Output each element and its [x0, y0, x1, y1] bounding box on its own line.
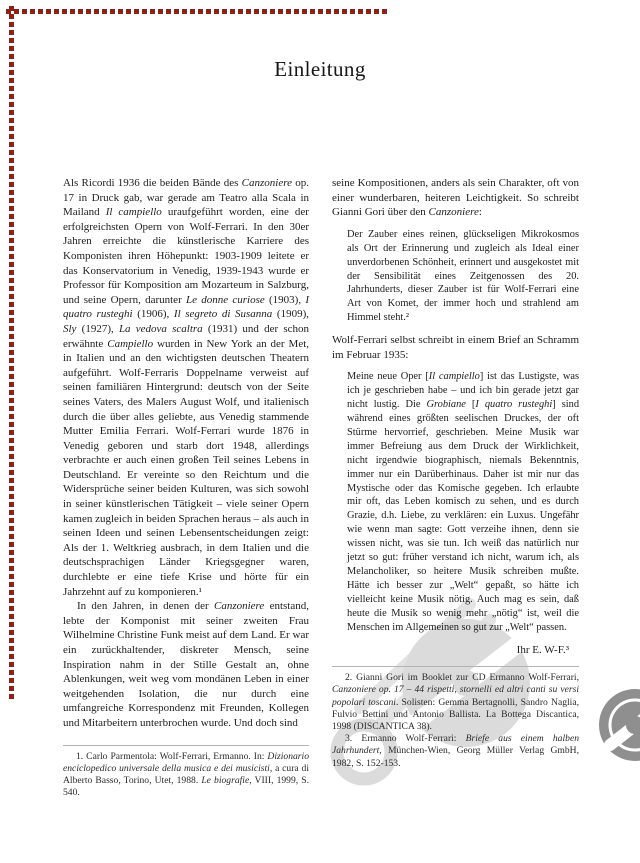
footnote-rule [63, 745, 309, 746]
left-column [63, 176, 309, 799]
footnote-rule [332, 666, 579, 667]
paragraph: In den Jahren, in denen der Canzoniere entstand, lebte der Komponist mit seiner zweiten Frau Wilhelmine Christine Funk meist auf dem Land. Er war ein zurückhaltender, diskreter Mensch, seine Inspiration nahm in der Stille Gestalt an, ohne Ablenkungen, weit weg vom mondänen Leben in einer weitgehenden Isolation, die nur durch eine umfangreiche Korrespondenz mit Freunden, Kollegen und Mitarbeitern unterbrochen wurde. Und doch sind [63, 600, 309, 729]
block-quote-1: Der Zauber eines reinen, glückseligen Mikrokosmos als Ort der Erinnerung und zugleich als Ideal einer unverdorbenen Schönheit, erinnert und ausgekostet mit der Sensibilität eines Zeitgenossen des 20. Jahrhunderts, dieser Zauber ist für Wolf-Ferrari eine Art von Komet, der immer hoch und strahlend am Himmel steht.² [347, 228, 579, 324]
footnote-1: 1. Carlo Parmentola: Wolf-Ferrari, Ermanno. In: Dizionario enciclopedico universale della musica e dei musicisti, a cura di Alberto Basso, Torino, Utet, 1988. Le biografie, VIII, 1999, S. 540. [63, 750, 309, 799]
publisher-logo-icon [597, 687, 640, 763]
paragraph: seine Kompositionen, anders als sein Charakter, oft von einer wunderbaren, heiteren Leichtigkeit. So schreibt Gianni Gori über den Canzoniere: [332, 177, 579, 219]
right-column [332, 176, 579, 770]
paragraph: Wolf-Ferrari selbst schreibt in einem Brief an Schramm im Februar 1935: [332, 334, 579, 361]
crop-marks-left-icon [9, 6, 14, 702]
block-quote-2: Meine neue Oper [Il campiello] ist das Lustigste, was ich je geschrieben habe – und ich bin gerade jetzt gar nicht lustig. Die Grobiane [I quatro rusteghi] sind während eines größten seelischen Druckes, der oft Stürme hervorrief, geschrieben. Meine Musik war immer Befreiung aus dem Druck der Wirklichkeit, nicht irgendwie biographisch, niemals Bekenntnis, immer nur ein Darüberhinaus. Daher ist mir nur das Mystische oder das Komische gegeben. Ich erlaubte mir oft, das Leben komisch zu sehen, und es durch Grazie, d.h. Liebe, zu verklären: ein Luxus. Ungefähr wie wenn man sagte: Gott verzeihe ihnen, denn sie wissen nicht, was sie tun. Ich weiß das natürlich nur jetzt so gut: früher verstand ich nicht, warum ich, als Melancholiker, so heitere Musik schreiben mußte. Hätte ich besser zur „Welt“ gepaßt, so hätte ich vielleicht keine Musik nötig. Auch mag es sein, daß heute die Musik so wenig mehr „nötig“ ist, weil die Menschen im Allgemeinen so gut zur „Welt“ passen. [347, 371, 580, 633]
crop-marks-top-icon [6, 9, 390, 14]
letter-signature: Ihr E. W-F.³ [516, 643, 569, 656]
page-title: Einleitung [274, 57, 366, 81]
footnote-3: 3. Ermanno Wolf-Ferrari: Briefe aus einem halben Jahrhundert, München-Wien, Georg Müller Verlag GmbH, 1982, S. 152-153. [332, 733, 579, 769]
paragraph: Als Ricordi 1936 die beiden Bände des Canzoniere op. 17 in Druck gab, war gerade am Teatro alla Scala in Mailand Il campiello uraufgeführt worden, eine der erfolgreichsten Opern von Wolf-Ferrari. In den 30er Jahren erreichte die künstlerische Karriere des Komponisten ihren Höhepunkt: 1903-1909 leitete er das Konservatorium in Venedig, 1939-1943 wurde er Professor für Komposition am Mozarteum in Salzburg, und seine Opern, darunter Le donne curiose (1903), I quatro rusteghi (1906), Il segreto di Susanna (1909), Sly (1927), La vedova scaltra (1931) und der schon erwähnte Campiello wurden in New York an der Met, in Italien und an den wichtigsten deutschen Theatern aufgeführt. Wolf-Ferraris Doppelname verweist auf seinen familiären Hintergrund: deutsch von der Seite seines Vaters, des Malers August Wolf, und italienisch durch die über alles geliebte, aus Venedig stammende Mutter Emilia Ferrari. Wolf-Ferrari wurde 1876 in Venedig geboren und starb dort 1948, allerdings verbrachte er auch einen großen Teil seines Lebens in Deutschland. Er vereinte so den Reichtum und die Widersprüche seiner beiden Kulturen, was sich sowohl in seiner künstlerischen Tätigkeit – viele seiner Opern kamen zugleich in beiden Sprachen heraus – als auch in seinen Ideen und seinen Lebensentscheidungen zeigt: Als der 1. Weltkrieg ausbrach, in dem Italien und die deutschsprachigen Länder Kriegsgegner waren, durchlebte er eine tiefe Krise und hörte für ein Jahrzehnt auf zu komponieren.¹ [63, 177, 310, 598]
footnote-2: 2. Gianni Gori im Booklet zur CD Ermanno Wolf-Ferrari, Canzoniere op. 17 – 44 rispetti, stornelli ed altri canti su versi popolari toscani. Solisten: Gemma Bertagnolli, Sandro Naglia, Fulvio Bettini und Antonio Ballista. La Bottega Discantica, 1998 (DISCANTICA 38). [332, 672, 579, 732]
